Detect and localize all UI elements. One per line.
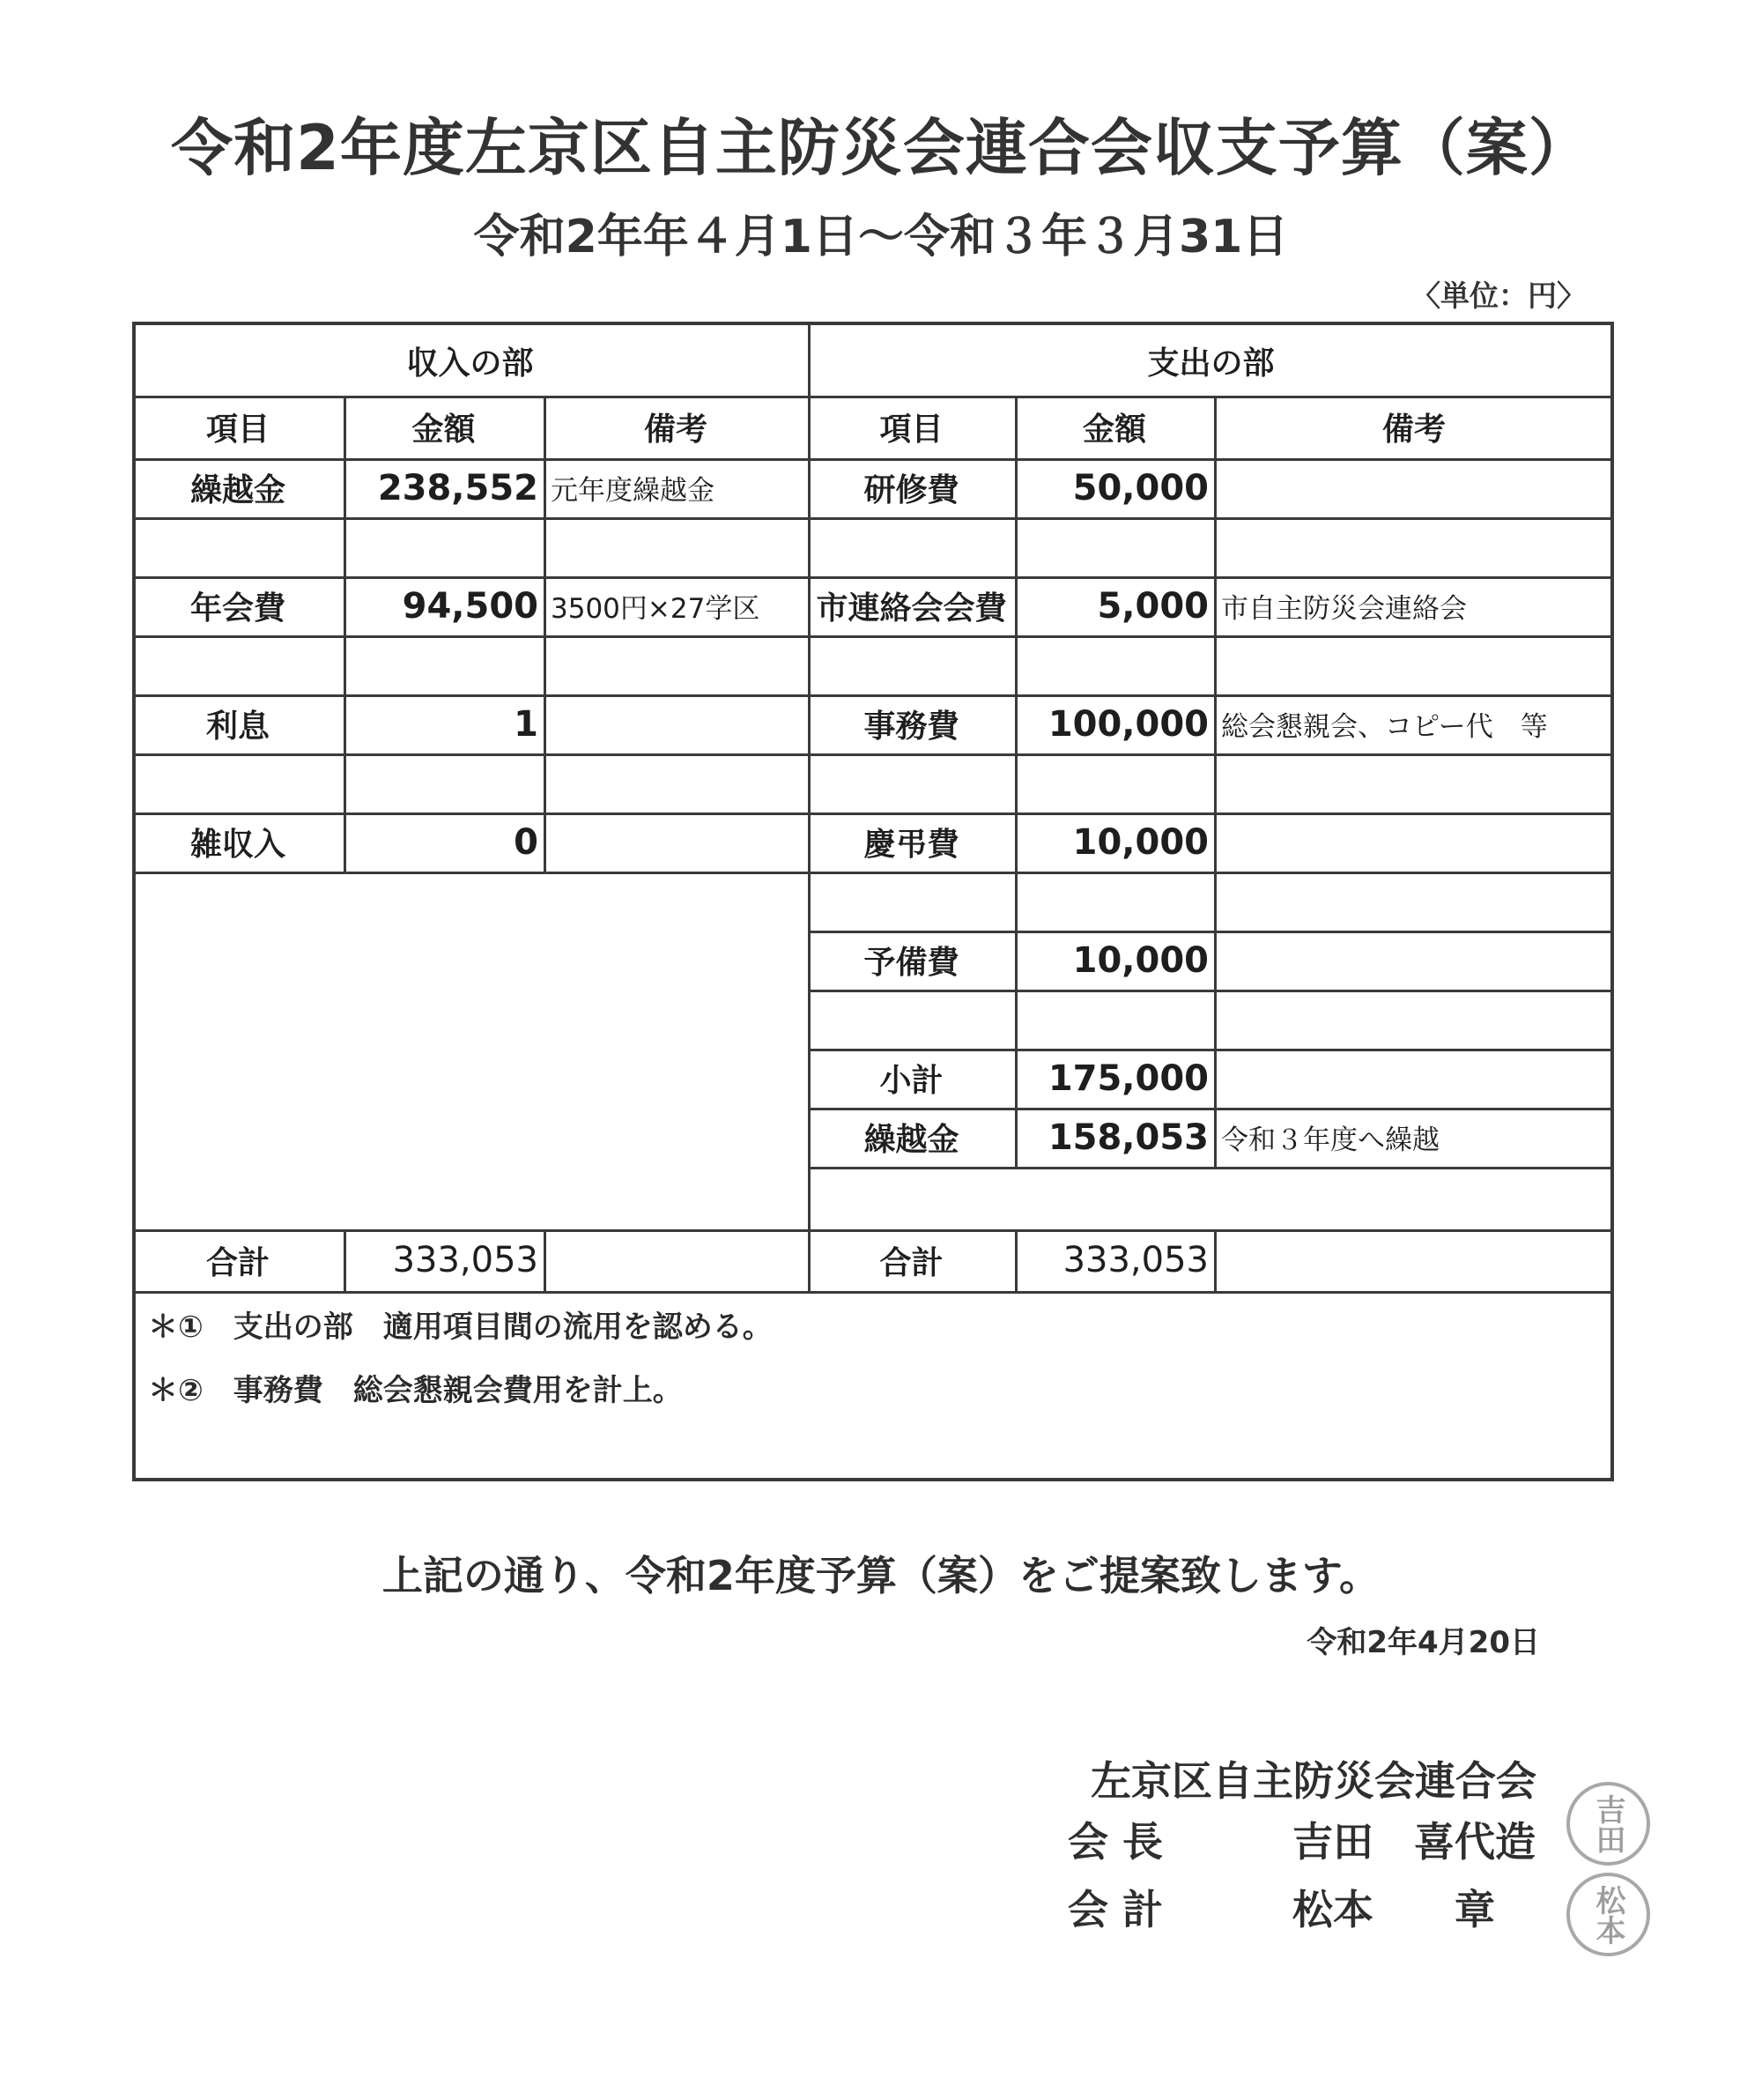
- expense-row-amount: [1015, 990, 1214, 1049]
- income-row-note: 3500円×27学区: [551, 593, 760, 625]
- income-header-note: 備考: [643, 412, 707, 448]
- expense-row-note: [1214, 990, 1614, 1049]
- income-row-note: [544, 753, 808, 813]
- expense-total-amount: 333,053: [1062, 1240, 1209, 1280]
- income-row-item: [132, 635, 344, 694]
- income-col-line-1: [344, 458, 346, 872]
- income-row-amount: [344, 635, 544, 694]
- income-row-note: [544, 635, 808, 694]
- expense-col-line-2: [1214, 458, 1217, 1167]
- expense-row-amount: 175,000: [1048, 1057, 1209, 1099]
- document-title: 令和2年度左京区自主防災会連合会収支予算（案）: [171, 112, 1591, 184]
- income-row-amount: [344, 517, 544, 576]
- expense-row-amount: [1015, 753, 1214, 813]
- expense-row-amount: 5,000: [1097, 585, 1209, 627]
- expense-row-item: 慶弔費: [863, 827, 959, 863]
- expense-row-amount: 10,000: [1072, 821, 1209, 863]
- expense-row-amount: [1015, 517, 1214, 576]
- unit-label: 〈単位：円〉: [1411, 278, 1586, 313]
- expense-row-amount: [1015, 872, 1214, 931]
- organization-name: 左京区自主防災会連合会: [1091, 1757, 1536, 1805]
- expense-row-amount: 50,000: [1072, 467, 1209, 508]
- expense-row-item: [808, 990, 1015, 1049]
- income-row-note: [544, 517, 808, 576]
- expense-row-amount: 100,000: [1048, 703, 1209, 745]
- income-row-amount: 238,552: [377, 467, 538, 508]
- expense-row-line: [808, 1167, 1614, 1169]
- expense-row-item: [808, 753, 1015, 813]
- expense-row-item: 繰越金: [863, 1122, 959, 1158]
- total-bottom-line: [132, 1291, 1614, 1294]
- total-col-line-3: [1214, 1229, 1217, 1291]
- expense-row-note: [1214, 517, 1614, 576]
- expense-header-note: 備考: [1381, 412, 1446, 448]
- expense-row-item: [808, 872, 1015, 931]
- income-row-line: [132, 872, 808, 874]
- expense-row-item: 予備費: [863, 945, 959, 981]
- income-row-item: [132, 517, 344, 576]
- expense-row-note: [1214, 1049, 1614, 1108]
- expense-row-item: 研修費: [863, 472, 959, 508]
- income-row-item: [132, 753, 344, 813]
- expense-row-note: 市自主防災会連絡会: [1221, 593, 1467, 625]
- expense-row-item: [808, 635, 1015, 694]
- expense-row-item: 小計: [879, 1063, 944, 1099]
- expense-row-note: [1214, 872, 1614, 931]
- document-date: 令和2年4月20日: [1307, 1625, 1540, 1660]
- expense-row-note: [1214, 458, 1614, 517]
- seal-stamp-1: 吉田: [1566, 1782, 1650, 1866]
- expense-row-note: [1214, 635, 1614, 694]
- expense-row-note: 令和３年度へ繰越: [1221, 1124, 1440, 1156]
- income-row-amount: [344, 753, 544, 813]
- income-row-note: 元年度繰越金: [551, 475, 714, 507]
- expense-row-amount: [1015, 635, 1214, 694]
- expense-row-note: [1214, 813, 1614, 872]
- note-1: ＊① 支出の部 適用項目間の流用を認める。: [148, 1310, 773, 1345]
- income-row-amount: 94,500: [402, 585, 538, 627]
- signatory-2-name: 松本 章: [1292, 1886, 1495, 1933]
- signatory-2-role: 会 計: [1068, 1886, 1164, 1933]
- income-section-label: 収入の部: [406, 345, 534, 382]
- income-header-col-0: [344, 396, 346, 458]
- expense-row-amount: 10,000: [1072, 939, 1209, 981]
- expense-header-col-0: [1015, 396, 1018, 458]
- expense-header-item: 項目: [879, 412, 944, 448]
- expense-row-note: [1214, 931, 1614, 990]
- income-row-amount: 0: [514, 821, 538, 863]
- document-period: 令和2年年４月1日～令和３年３月31日: [473, 211, 1289, 263]
- expense-total-label: 合計: [879, 1244, 944, 1281]
- income-row-item: 利息: [205, 709, 270, 745]
- income-header-amount: 金額: [411, 412, 476, 448]
- income-total-amount: 333,053: [392, 1240, 538, 1280]
- income-row-note: [544, 694, 808, 753]
- seal-stamp-2: 松本: [1566, 1873, 1650, 1956]
- income-total-label: 合計: [205, 1244, 270, 1281]
- note-2: ＊② 事務費 総会懇親会費用を計上。: [148, 1373, 683, 1408]
- income-header-col-1: [544, 396, 546, 458]
- total-col-line-0: [344, 1229, 346, 1291]
- income-row-note: [544, 813, 808, 872]
- expense-row-note: [1214, 753, 1614, 813]
- expense-row-item: [808, 517, 1015, 576]
- expense-row-note: 総会懇親会、コピー代 等: [1221, 711, 1548, 743]
- signatory-1-name: 吉田 喜代造: [1292, 1818, 1536, 1866]
- income-row-item: 雑収入: [189, 827, 285, 863]
- income-row-amount: 1: [514, 703, 538, 745]
- expense-header-amount: 金額: [1082, 412, 1146, 448]
- income-col-line-2: [544, 458, 546, 872]
- proposal-statement: 上記の通り、令和2年度予算（案）をご提案致します。: [381, 1552, 1381, 1599]
- total-col-line-1: [544, 1229, 546, 1291]
- expense-col-line-1: [1015, 458, 1018, 1167]
- expense-section-label: 支出の部: [1147, 345, 1275, 382]
- income-row-item: 繰越金: [189, 472, 285, 508]
- total-col-line-2: [1015, 1229, 1018, 1291]
- expense-row-amount: 158,053: [1048, 1117, 1209, 1158]
- income-row-item: 年会費: [189, 590, 285, 627]
- signatory-1-role: 会 長: [1068, 1818, 1164, 1866]
- expense-row-item: 市連絡会会費: [816, 590, 1007, 627]
- expense-header-col-1: [1214, 396, 1217, 458]
- expense-row-item: 事務費: [863, 709, 959, 745]
- income-header-item: 項目: [205, 412, 270, 448]
